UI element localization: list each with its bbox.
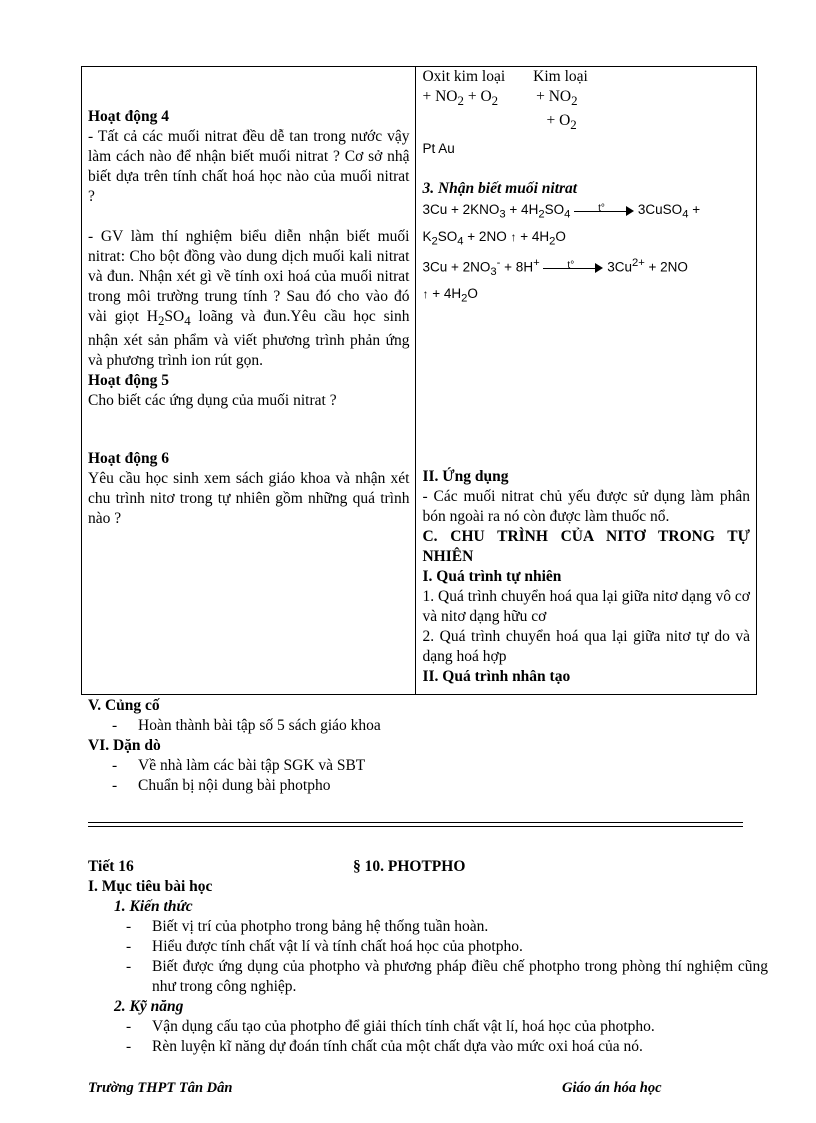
activity-6-question: Yêu cầu học sinh xem sách giáo khoa và nhận xét chu trình nitơ trong tự nhiên gồm những quá trình nào ? (88, 470, 410, 528)
consolidation-section (88, 696, 768, 796)
list-item: - Hoàn thành bài tập số 5 sách giáo khoa (112, 717, 381, 734)
artificial-process-title: II. Quá trình nhân tạo (422, 668, 571, 686)
list-item: - Về nhà làm các bài tập SGK và SBT (112, 757, 366, 774)
gas-arrow-icon: ↑ (422, 286, 429, 301)
applications-title: II. Ứng dụng (422, 468, 509, 486)
lesson-number: Tiết 16 (88, 858, 134, 875)
list-item: - Hiểu được tính chất vật lí và tính chất hoá học của photpho. (126, 938, 523, 955)
natural-process-title: I. Quá trình tự nhiên (422, 568, 562, 586)
applications-text: - Các muối nitrat chủ yếu được sử dụng làm phân bón ngoài ra nó còn được làm thuốc nổ. (422, 488, 750, 526)
footer-subject: Giáo án hóa học (562, 1080, 662, 1096)
consolidation-title: V. Củng cố (88, 697, 160, 714)
homework-title: VI. Dặn dò (88, 737, 161, 754)
lesson-title: § 10. PHOTPHO (353, 858, 466, 875)
oxygen-row: + $O_2$ (546, 112, 577, 133)
divider-line (88, 822, 743, 823)
footer-school: Trường THPT Tân Dân (88, 1080, 233, 1096)
natural-process-1: 1. Quá trình chuyển hoá qua lại giữa nitơ dạng vô cơ và nitơ dạng hữu cơ (422, 588, 750, 626)
pt-au-label: Pt Au (422, 141, 455, 157)
identification-heading: 3. Nhận biết muối nitrat (422, 180, 578, 198)
list-item: - Chuẩn bị nội dung bài photpho (112, 777, 331, 794)
equation-2: $3Cu + 2NO_3^- + 8H^+$ t° $3Cu^{2+} + 2NO$ ↑ + $4H_2O$ (422, 256, 688, 305)
equation-1: $3Cu + 2KNO_3 + 4H_2SO_4$ t° 3CuSO$_4$ + $K_2SO_4 + 2NO$ ↑ + $4H_2O$ (422, 202, 701, 248)
reaction-arrow-icon: t° (543, 262, 603, 274)
natural-process-2: 2. Quá trình chuyển hoá qua lại giữa nitơ tự do và dạng hoá hợp (422, 628, 750, 666)
knowledge-title: 1. Kiến thức (114, 898, 193, 915)
activity-4-experiment: - GV làm thí nghiệm biểu diễn nhận biết muối nitrat: Cho bột đồng vào dung dịch muối kali nitrat và đun. Nhận xét gì về tính oxi hoá của muối nitrat trong môi trường trung tính ? Sau đó cho vào đó vài giọt $H_2SO_4$ loãng và đun.Yêu cầu học sinh nhận xét sản phẩm và viết phương trình phản ứng và phương trình ion rút gọn. (88, 228, 410, 370)
teacher-activities-cell (82, 67, 416, 695)
student-content-cell (416, 67, 757, 695)
list-item: - Biết được ứng dụng của photpho và phương pháp điều chế photpho trong phòng thí nghiệm cũng như trong công nghiệp. (126, 958, 768, 995)
activity-5-question: Cho biết các ứng dụng của muối nitrat ? (88, 392, 337, 410)
list-item: - Biết vị trí của photpho trong bảng hệ thống tuần hoàn. (126, 918, 489, 935)
nitrogen-cycle-title: C. CHU TRÌNH CỦA NITƠ TRONG TỰ NHIÊN (422, 528, 750, 566)
list-item: - Rèn luyện kĩ năng dự đoán tính chất của một chất dựa vào mức oxi hoá của nó. (126, 1038, 643, 1055)
activity-4-question: - Tất cả các muối nitrat đều dễ tan trong nước vậy làm cách nào để nhận biết muối nitrat ? Cơ sở nhậ biết dựa trên tính chất hoá học nào của muối nitrat ? (88, 128, 410, 205)
skills-title: 2. Kỹ năng (114, 998, 184, 1015)
oxide-products-row: + $NO_2 + O_2 + NO_2$ (422, 88, 578, 109)
activity-4-title: Hoạt động 4 (88, 108, 169, 125)
divider-line (88, 826, 743, 827)
oxide-metal-header: Oxit kim loại Kim loại (422, 68, 588, 85)
gas-arrow-icon: ↑ (510, 229, 517, 244)
lesson-table (81, 66, 757, 695)
reaction-arrow-icon: t° (574, 205, 634, 217)
lesson-16-section (88, 857, 768, 1057)
activity-5-title: Hoạt động 5 (88, 372, 169, 390)
activity-6-title: Hoạt động 6 (88, 450, 169, 468)
objectives-title: I. Mục tiêu bài học (88, 878, 213, 895)
list-item: - Vận dụng cấu tạo của photpho để giải thích tính chất vật lí, hoá học của photpho. (126, 1018, 655, 1035)
lesson-heading-row (88, 857, 768, 877)
